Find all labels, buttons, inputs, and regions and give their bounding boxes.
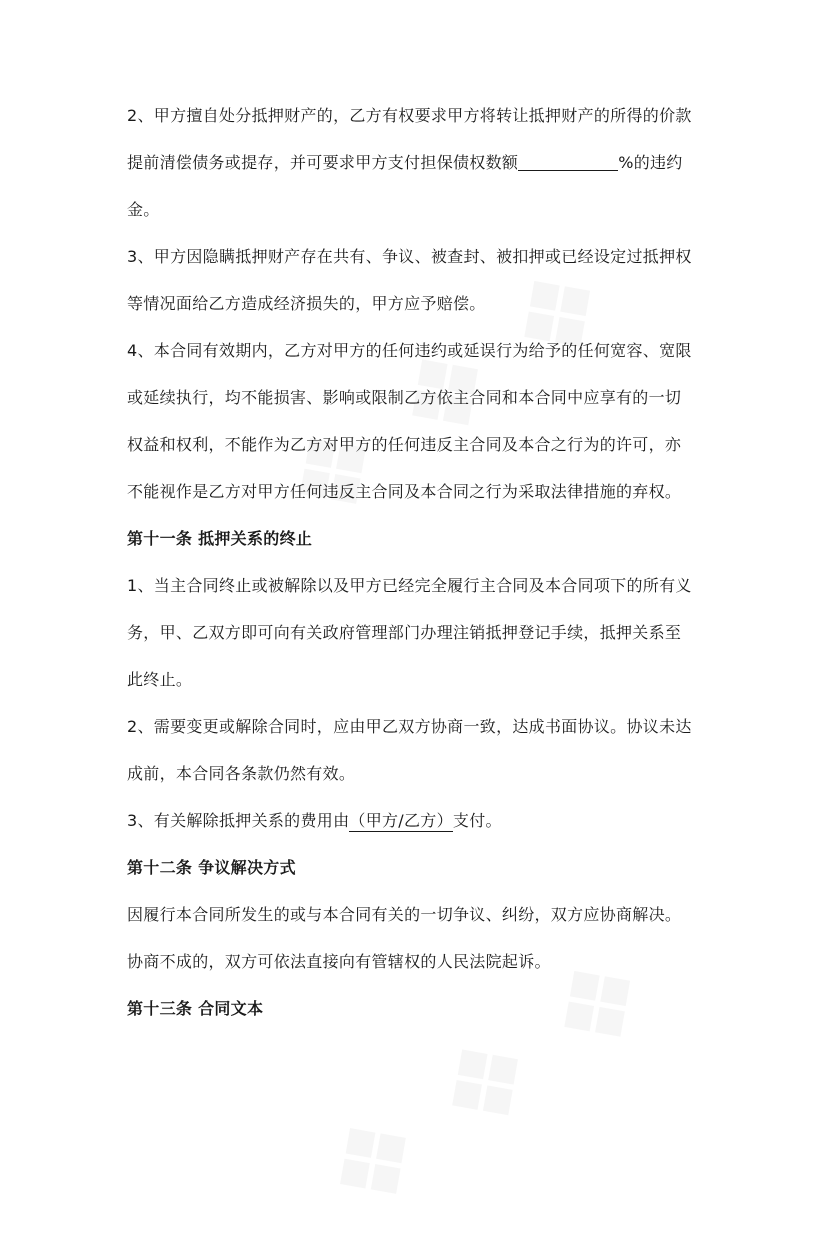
clause10-item4-line3: 权益和权利，不能作为乙方对甲方的任何违反主合同及本合之行为的许可，亦: [127, 435, 682, 454]
fee-payer-option[interactable]: （甲方/乙方）: [349, 811, 453, 830]
clause10-item2-line3: 金。: [127, 200, 160, 219]
clause11-heading: 第十一条 抵押关系的终止: [127, 529, 313, 548]
clause11-item3-pre: 3、有关解除抵押关系的费用由: [127, 811, 350, 830]
clause12-heading: 第十二条 争议解决方式: [127, 858, 296, 877]
clause10-item4-line1: 4、本合同有效期内，乙方对甲方的任何违约或延误行为给予的任何宽容、宽限: [127, 341, 692, 360]
penalty-percent-blank[interactable]: [518, 154, 618, 171]
clause12-line2: 协商不成的，双方可依法直接向有管辖权的人民法院起诉。: [127, 952, 551, 971]
clause10-item2-line2-post: %的违约: [618, 153, 683, 172]
clause10-item2-line2: [127, 153, 683, 173]
clause10-item3-line2: 等情况面给乙方造成经济损失的，甲方应予赔偿。: [127, 294, 486, 313]
clause10-item2-line2-pre: 提前清偿债务或提存，并可要求甲方支付担保债权数额: [127, 153, 519, 172]
clause10-item4-line4: 不能视作是乙方对甲方任何违反主合同及本合同之行为采取法律措施的弃权。: [127, 482, 682, 501]
clause11-item2-line1: 2、需要变更或解除合同时，应由甲乙双方协商一致，达成书面协议。协议未达: [127, 717, 692, 736]
clause10-item2-line1: 2、甲方擅自处分抵押财产的，乙方有权要求甲方将转让抵押财产的所得的价款: [127, 106, 692, 125]
clause13-heading: 第十三条 合同文本: [127, 999, 264, 1018]
clause11-item1-line3: 此终止。: [127, 670, 193, 689]
clause11-item3: [127, 811, 502, 831]
clause10-item3-line1: 3、甲方因隐瞒抵押财产存在共有、争议、被查封、被扣押或已经设定过抵押权: [127, 247, 692, 266]
clause11-item2-line2: 成前，本合同各条款仍然有效。: [127, 764, 356, 783]
watermark-graphic: [297, 925, 676, 1243]
clause11-item1-line1: 1、当主合同终止或被解除以及甲方已经完全履行主合同及本合同项下的所有义: [127, 576, 692, 595]
clause11-item3-post: 支付。: [452, 811, 502, 830]
clause11-item1-line2: 务，甲、乙双方即可向有关政府管理部门办理注销抵押登记手续，抵押关系至: [127, 623, 682, 642]
clause12-line1: 因履行本合同所发生的或与本合同有关的一切争议、纠纷，双方应协商解决。: [127, 905, 682, 924]
clause10-item4-line2: 或延续执行，均不能损害、影响或限制乙方依主合同和本合同中应享有的一切: [127, 388, 682, 407]
